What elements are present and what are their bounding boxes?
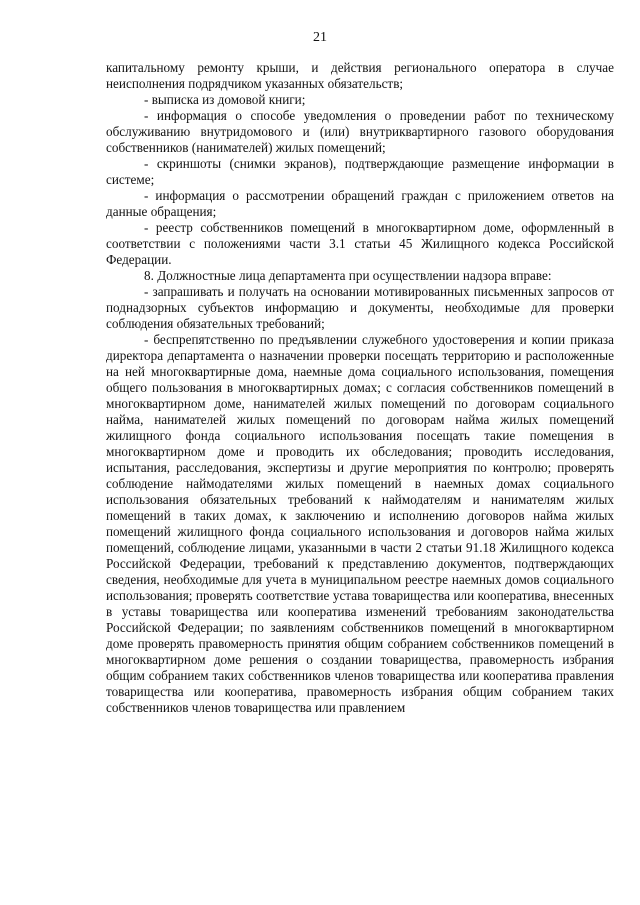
document-body xyxy=(106,60,614,716)
list-item: - выписка из домовой книги; xyxy=(144,92,306,107)
section-heading: 8. Должностные лица департамента при осуществлении надзора вправе: xyxy=(144,268,552,283)
list-item: - информация о рассмотрении обращений граждан с приложением ответов на данные обращения; xyxy=(106,188,614,219)
page-number: 21 xyxy=(313,30,327,45)
list-item: - беспрепятственно по предъявлении служебного удостоверения и копии приказа директора департамента о назначении проверки посещать территорию и расположенные на ней многоквартирные дома, наемные дома социального использования, помещения общего пользования в многоквартирных домах; с согласия собственников помещений в многоквартирном доме, нанимателей жилых помещений по договорам социального найма, нанимателей жилых помещений по договорам найма жилых помещений жилищного фонда социального использования посещать такие помещения в многоквартирном доме и проводить их обследования; проводить исследования, испытания, расследования, экспертизы и другие мероприятия по контролю; проверять соблюдение наймодателями жилых помещений в наемных домах социального использования обязательных требований к наймодателям и нанимателям жилых помещений в таких домах, к заключению и исполнению договоров найма жилых помещений жилищного фонда социального использования и договоров найма жилых помещений, соблюдение лицами, указанными в части 2 статьи 91.18 Жилищного кодекса Российской Федерации, требований к представлению документов, подтверждающих сведения, необходимые для учета в муниципальном реестре наемных домов социального использования; проверять соответствие устава товарищества или кооператива, внесенных в уставы товарищества или кооператива изменений требованиям законодательства Российской Федерации; по заявлениям собственников помещений в многоквартирном доме проверять правомерность принятия общим собранием собственников помещений в многоквартирном доме решения о создании товарищества, правомерность избрания общим собранием таких собственников членов товарищества или кооператива правления товарищества или кооператива, правомерность избрания общим собранием таких собственников членов товарищества или правлением xyxy=(106,332,614,715)
list-item: - запрашивать и получать на основании мотивированных письменных запросов от поднадзорных субъектов информацию и документы, необходимые для проверки соблюдения обязательных требований; xyxy=(106,284,614,331)
list-item: - скриншоты (снимки экранов), подтверждающие размещение информации в системе; xyxy=(106,156,614,187)
list-item: - информация о способе уведомления о проведении работ по техническому обслуживанию внутридомового и (или) внутриквартирного газового оборудования собственников (нанимателей) жилых помещений; xyxy=(106,108,614,155)
list-item: - реестр собственников помещений в многоквартирном доме, оформленный в соответствии с положениями части 3.1 статьи 45 Жилищного кодекса Российской Федерации. xyxy=(106,220,614,267)
paragraph: капитальному ремонту крыши, и действия регионального оператора в случае неисполнения подрядчиком указанных обязательств; xyxy=(106,60,614,91)
